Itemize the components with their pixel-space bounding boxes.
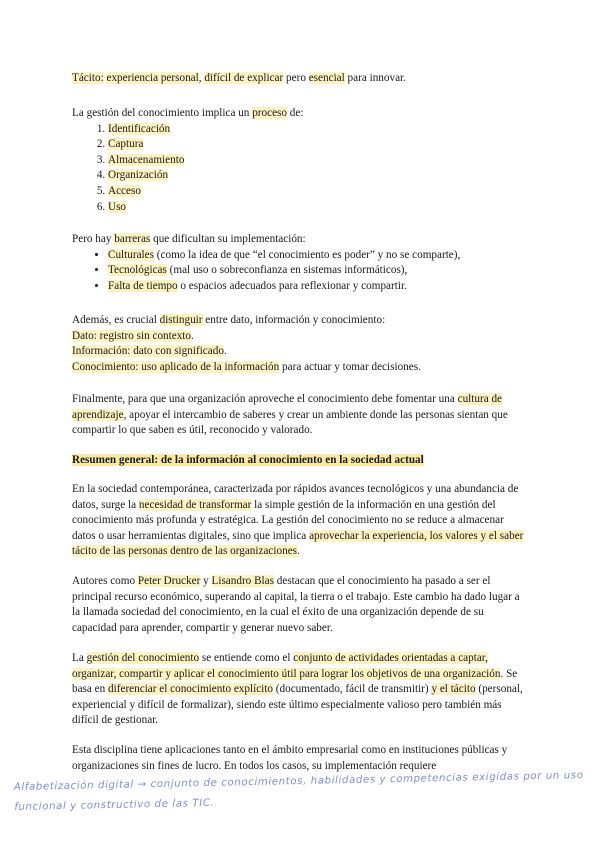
p4-text: Esta disciplina tiene aplicaciones tanto en el ámbito empresarial como en instituciones públicas y organizaciones sin fines de lucro. En todos los casos, su implementación requiere: [72, 744, 508, 772]
p3-mid-2: . Se basa en: [72, 667, 518, 696]
gestion-step: [108, 153, 528, 169]
tacito-paragraph: [72, 71, 528, 87]
gestion-step-label: Organización: [108, 169, 169, 182]
gestion-step-label: Uso: [108, 200, 127, 213]
barreras-intro: [72, 232, 528, 248]
distinguir-intro-end: entre dato, información y conocimiento:: [202, 314, 386, 326]
distinguir-intro: [72, 313, 528, 329]
p3-highlight-1: gestión del conocimiento: [86, 652, 200, 664]
barrera-highlight: Tecnológicas: [108, 264, 167, 277]
gestion-steps-list: [72, 122, 528, 216]
gestion-step-label: Almacenamiento: [108, 153, 185, 166]
gestion-section: [72, 106, 528, 215]
barreras-section: [72, 232, 528, 294]
barreras-intro-start: Pero hay: [72, 233, 115, 245]
barreras-intro-end: que dificultan su implementación:: [150, 233, 306, 245]
definicion-conocimiento: [72, 360, 528, 376]
p3-start: La: [72, 652, 87, 664]
resumen-title: [72, 453, 528, 469]
definicion-dato: [72, 329, 528, 345]
distinguir-intro-start: Además, es crucial: [72, 314, 160, 326]
p1-end: .: [297, 545, 300, 558]
finalmente-paragraph: [72, 392, 528, 439]
gestion-intro-end: de:: [287, 107, 304, 119]
barrera-item: [108, 248, 528, 264]
p1-mid: la simple gestión de la información en una gestión del conocimiento más profunda y estratégica. La gestión del conocimiento no se reduce a almacenar datos o usar herramientas digitales, sino que implica: [72, 498, 504, 542]
tacito-highlight-1: experiencia personal: [106, 72, 199, 84]
resumen-title-text: Resumen general: de la información al conocimiento en la sociedad actual: [72, 454, 424, 466]
p2-highlight-2: Lisandro Blas: [211, 575, 274, 587]
gestion-step: [108, 122, 528, 138]
finalmente-start: Finalmente, para que una organización aproveche el conocimiento debe fomentar una: [72, 393, 458, 405]
p2-mid: y: [200, 575, 212, 587]
distinguir-intro-highlight: distinguir: [159, 314, 203, 326]
resumen-paragraph-3: [72, 651, 528, 729]
barreras-list: [72, 248, 528, 295]
resumen-paragraph-1: [72, 482, 528, 560]
finalmente-highlight: cultura de aprendizaje: [72, 393, 503, 421]
barrera-text: o espacios adecuados para reflexionar y compartir.: [177, 279, 407, 292]
barrera-item: [108, 279, 528, 295]
p1-highlight-1: necesidad de transformar: [138, 498, 252, 511]
barrera-highlight: Culturales: [108, 248, 154, 261]
p1-start: En la sociedad contemporánea, caracterizada por rápidos avances tecnológicos y una abundancia de datos, surge la: [72, 483, 519, 511]
gestion-intro: [72, 106, 528, 122]
p3-highlight-4: y el tácito: [431, 683, 476, 696]
p3-end: (personal, experiencial y difícil de formalizar), siendo este último especialmente valioso pero también más difícil de gestionar.: [72, 683, 523, 727]
barrera-text: (como la idea de que “el conocimiento es poder” y no se comparte),: [154, 248, 461, 261]
gestion-step: [108, 168, 528, 184]
p3-mid-3: (documentado, fácil de transmitir): [273, 683, 432, 696]
p2-highlight-1: Peter Drucker: [137, 575, 201, 587]
gestion-step: [108, 200, 528, 216]
p3-highlight-3: diferenciar el conocimiento explícito: [108, 683, 273, 696]
gestion-step: [108, 137, 528, 153]
dato-end: .: [191, 329, 194, 342]
conocimiento-end: para actuar y tomar decisiones.: [279, 360, 421, 373]
p1-highlight-2: aprovechar la experiencia, los valores y el saber tácito de las personas dentro de las organizaciones: [72, 529, 524, 558]
resumen-paragraph-2: [72, 574, 528, 636]
gestion-step: [108, 184, 528, 200]
p2-start: Autores como: [72, 575, 138, 587]
informacion-end: .: [223, 345, 227, 358]
barrera-item: [108, 263, 528, 279]
tacito-mid: pero: [283, 72, 309, 84]
barrera-text: (mal uso o sobreconfianza en sistemas informáticos),: [166, 264, 408, 277]
gestion-intro-start: La gestión del conocimiento implica un: [72, 107, 253, 119]
definicion-informacion: [72, 344, 528, 360]
p3-highlight-2: conjunto de actividades orientadas a captar, organizar, compartir y aplicar el conocimiento útil para lograr los objetivos de una organización: [72, 652, 501, 680]
gestion-step-label: Identificación: [108, 122, 171, 135]
handwritten-note: Alfabetización digital → conjunto de conocimientos, habilidades y competencias exigidas por un uso funcional y constructivo de las TIC.: [13, 770, 584, 813]
tacito-end: para innovar.: [344, 72, 406, 84]
gestion-step-label: Acceso: [108, 184, 141, 197]
tacito-sep: ,: [198, 72, 202, 84]
dato-definition: Dato: registro sin contexto: [72, 329, 191, 342]
informacion-definition: Información: dato con significado: [72, 345, 224, 358]
distinguir-section: [72, 313, 528, 375]
conocimiento-definition: Conocimiento: uso aplicado de la información: [72, 360, 280, 373]
tacito-label: Tácito:: [72, 72, 104, 84]
barrera-highlight: Falta de tiempo: [108, 279, 178, 292]
p2-end: destacan que el conocimiento ha pasado a ser el principal recurso económico, superando al capital, la tierra o el trabajo. Este cambio ha dado lugar a la llamada sociedad del conocimiento, en la cual el éxito de una organización depende de su capacidad para aprender, compartir y generar nuevo saber.: [72, 575, 520, 634]
gestion-step-label: Captura: [108, 138, 144, 151]
barreras-intro-highlight: barreras: [114, 233, 151, 245]
tacito-highlight-3: esencial: [308, 72, 345, 84]
tacito-highlight-2: difícil de explicar: [204, 72, 284, 84]
gestion-intro-highlight: proceso: [252, 107, 287, 119]
finalmente-end: , apoyar el intercambio de saberes y crear un ambiente donde las personas sientan que compartir lo que saben es útil, reconocido y valorado.: [72, 408, 508, 437]
p3-mid-1: se entiende como el: [199, 652, 294, 664]
